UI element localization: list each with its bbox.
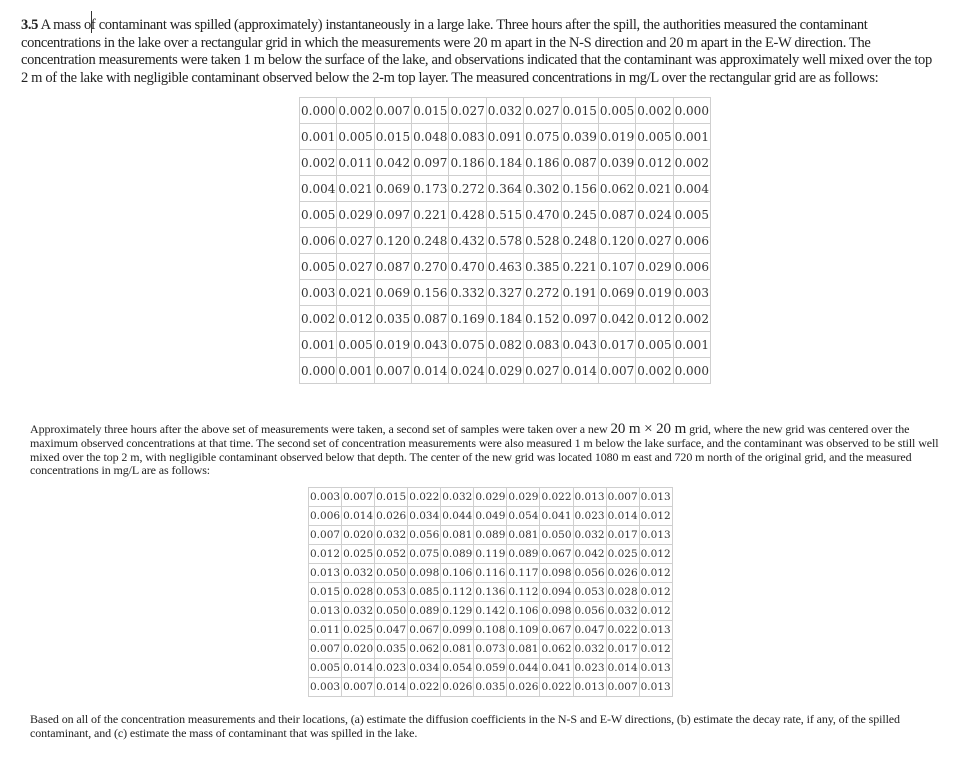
table-cell: 0.089 <box>474 526 507 545</box>
table-cell: 0.221 <box>561 254 598 280</box>
table-cell: 0.005 <box>337 124 374 150</box>
table-cell: 0.039 <box>598 150 635 176</box>
table-cell: 0.024 <box>636 202 673 228</box>
table-cell: 0.047 <box>573 621 606 640</box>
table-cell: 0.109 <box>507 621 540 640</box>
table-cell: 0.067 <box>540 621 573 640</box>
table-cell: 0.106 <box>507 602 540 621</box>
table-row <box>309 659 673 678</box>
table-cell: 0.089 <box>408 602 441 621</box>
table-cell: 0.026 <box>507 678 540 697</box>
table-cell: 0.062 <box>540 640 573 659</box>
table-cell: 0.098 <box>540 564 573 583</box>
table-cell: 0.054 <box>441 659 474 678</box>
table-cell: 0.116 <box>474 564 507 583</box>
table-cell: 0.248 <box>561 228 598 254</box>
table-cell: 0.007 <box>606 488 639 507</box>
table-cell: 0.245 <box>561 202 598 228</box>
table-cell: 0.067 <box>408 621 441 640</box>
table-cell: 0.098 <box>540 602 573 621</box>
table-cell: 0.014 <box>606 659 639 678</box>
table-cell: 0.002 <box>337 98 374 124</box>
table-cell: 0.035 <box>474 678 507 697</box>
table-cell: 0.012 <box>639 545 672 564</box>
table-cell: 0.013 <box>639 678 672 697</box>
table-cell: 0.001 <box>673 332 710 358</box>
table-cell: 0.053 <box>573 583 606 602</box>
table-cell: 0.000 <box>673 358 710 384</box>
table-cell: 0.005 <box>636 332 673 358</box>
table-cell: 0.011 <box>337 150 374 176</box>
table-cell: 0.028 <box>606 583 639 602</box>
question-paragraph: Based on all of the concentration measurements and their locations, (a) estimate the diffusion coefficients in the N-S and E-W directions, (b) estimate the decay rate, if any, of the spilled contaminant, and (c) estimate the mass of contaminant that was spilled in the lake. <box>30 712 900 740</box>
table-cell: 0.006 <box>673 228 710 254</box>
table-cell: 0.083 <box>524 332 561 358</box>
table-row <box>300 124 711 150</box>
table-cell: 0.054 <box>507 507 540 526</box>
table-cell: 0.035 <box>374 306 411 332</box>
table-cell: 0.023 <box>375 659 408 678</box>
table-cell: 0.032 <box>486 98 523 124</box>
table-cell: 0.005 <box>300 202 337 228</box>
table-cell: 0.075 <box>449 332 486 358</box>
table-cell: 0.099 <box>441 621 474 640</box>
table-cell: 0.007 <box>598 358 635 384</box>
table-cell: 0.091 <box>486 124 523 150</box>
table-cell: 0.059 <box>474 659 507 678</box>
table-cell: 0.032 <box>342 602 375 621</box>
table-cell: 0.062 <box>408 640 441 659</box>
table-cell: 0.032 <box>342 564 375 583</box>
table-cell: 0.012 <box>337 306 374 332</box>
table-cell: 0.012 <box>309 545 342 564</box>
table-row <box>309 507 673 526</box>
table-cell: 0.014 <box>561 358 598 384</box>
table-cell: 0.014 <box>606 507 639 526</box>
table-cell: 0.032 <box>375 526 408 545</box>
table-cell: 0.081 <box>507 640 540 659</box>
table-row <box>300 176 711 202</box>
table-cell: 0.012 <box>639 564 672 583</box>
second-grid-size: 20 m × 20 m <box>610 421 687 437</box>
table-cell: 0.087 <box>374 254 411 280</box>
table-cell: 0.001 <box>673 124 710 150</box>
second-text-part-a: Approximately three hours after the above set of measurements were taken, a second set of samples were taken over a new <box>30 422 608 436</box>
table-cell: 0.470 <box>524 202 561 228</box>
table-cell: 0.013 <box>573 678 606 697</box>
table-cell: 0.302 <box>524 176 561 202</box>
second-measurement-paragraph <box>30 423 942 478</box>
table-cell: 0.463 <box>486 254 523 280</box>
table-cell: 0.034 <box>408 507 441 526</box>
table-cell: 0.014 <box>342 507 375 526</box>
table-cell: 0.136 <box>474 583 507 602</box>
table-cell: 0.013 <box>639 488 672 507</box>
table-row <box>309 488 673 507</box>
table-cell: 0.528 <box>524 228 561 254</box>
table-cell: 0.050 <box>375 602 408 621</box>
table-cell: 0.023 <box>573 659 606 678</box>
table-cell: 0.013 <box>639 621 672 640</box>
table-cell: 0.087 <box>561 150 598 176</box>
table-cell: 0.428 <box>449 202 486 228</box>
table-cell: 0.011 <box>309 621 342 640</box>
table-cell: 0.106 <box>441 564 474 583</box>
second-concentration-table <box>308 487 673 697</box>
table-cell: 0.097 <box>561 306 598 332</box>
table-cell: 0.027 <box>524 98 561 124</box>
table-cell: 0.013 <box>309 602 342 621</box>
table-cell: 0.049 <box>474 507 507 526</box>
table-cell: 0.027 <box>449 98 486 124</box>
table-cell: 0.120 <box>598 228 635 254</box>
table-row <box>300 358 711 384</box>
table-row <box>309 545 673 564</box>
table-cell: 0.001 <box>300 124 337 150</box>
table-cell: 0.156 <box>412 280 449 306</box>
table-cell: 0.075 <box>524 124 561 150</box>
table-cell: 0.003 <box>300 280 337 306</box>
table-cell: 0.053 <box>375 583 408 602</box>
table-cell: 0.112 <box>507 583 540 602</box>
table-cell: 0.056 <box>408 526 441 545</box>
table-cell: 0.029 <box>474 488 507 507</box>
table-cell: 0.028 <box>342 583 375 602</box>
table-cell: 0.020 <box>342 640 375 659</box>
table-cell: 0.002 <box>300 306 337 332</box>
table-cell: 0.003 <box>673 280 710 306</box>
table-cell: 0.035 <box>375 640 408 659</box>
table-cell: 0.186 <box>449 150 486 176</box>
table-cell: 0.007 <box>606 678 639 697</box>
table-cell: 0.069 <box>374 280 411 306</box>
table-row <box>300 254 711 280</box>
table-cell: 0.069 <box>374 176 411 202</box>
table-cell: 0.026 <box>441 678 474 697</box>
table-cell: 0.014 <box>412 358 449 384</box>
table-cell: 0.005 <box>300 254 337 280</box>
table-cell: 0.015 <box>374 124 411 150</box>
table-row <box>300 280 711 306</box>
table-cell: 0.006 <box>673 254 710 280</box>
table-cell: 0.027 <box>337 254 374 280</box>
table-cell: 0.005 <box>673 202 710 228</box>
problem-number: 3.5 <box>21 17 39 33</box>
table-row <box>309 602 673 621</box>
table-cell: 0.021 <box>337 280 374 306</box>
table-cell: 0.025 <box>606 545 639 564</box>
table-cell: 0.056 <box>573 564 606 583</box>
table-row <box>300 306 711 332</box>
table-cell: 0.119 <box>474 545 507 564</box>
table-cell: 0.075 <box>408 545 441 564</box>
table-row <box>309 526 673 545</box>
table-cell: 0.186 <box>524 150 561 176</box>
table-cell: 0.156 <box>561 176 598 202</box>
table-cell: 0.142 <box>474 602 507 621</box>
table-cell: 0.013 <box>573 488 606 507</box>
table-cell: 0.470 <box>449 254 486 280</box>
table-row <box>300 98 711 124</box>
table-row <box>309 621 673 640</box>
table-cell: 0.013 <box>309 564 342 583</box>
table-cell: 0.082 <box>486 332 523 358</box>
table-cell: 0.015 <box>375 488 408 507</box>
table-cell: 0.013 <box>639 526 672 545</box>
table-cell: 0.044 <box>507 659 540 678</box>
table-cell: 0.015 <box>561 98 598 124</box>
table-cell: 0.007 <box>374 98 411 124</box>
table-cell: 0.048 <box>412 124 449 150</box>
table-cell: 0.012 <box>639 640 672 659</box>
table-cell: 0.364 <box>486 176 523 202</box>
table-cell: 0.029 <box>636 254 673 280</box>
table-cell: 0.052 <box>375 545 408 564</box>
table-cell: 0.012 <box>636 306 673 332</box>
table-cell: 0.017 <box>606 526 639 545</box>
table-cell: 0.112 <box>441 583 474 602</box>
table-row <box>300 228 711 254</box>
table-row <box>309 583 673 602</box>
table-cell: 0.007 <box>309 640 342 659</box>
table-cell: 0.191 <box>561 280 598 306</box>
table-cell: 0.062 <box>598 176 635 202</box>
table-cell: 0.034 <box>408 659 441 678</box>
table-cell: 0.025 <box>342 545 375 564</box>
table-cell: 0.044 <box>441 507 474 526</box>
table-cell: 0.094 <box>540 583 573 602</box>
table-cell: 0.014 <box>375 678 408 697</box>
table-cell: 0.032 <box>441 488 474 507</box>
table-cell: 0.026 <box>606 564 639 583</box>
table-cell: 0.012 <box>639 583 672 602</box>
table-cell: 0.184 <box>486 306 523 332</box>
table-cell: 0.039 <box>561 124 598 150</box>
table-cell: 0.019 <box>374 332 411 358</box>
table-cell: 0.073 <box>474 640 507 659</box>
table-cell: 0.006 <box>309 507 342 526</box>
table-cell: 0.042 <box>374 150 411 176</box>
table-cell: 0.515 <box>486 202 523 228</box>
table-cell: 0.005 <box>636 124 673 150</box>
table-cell: 0.047 <box>375 621 408 640</box>
table-cell: 0.017 <box>606 640 639 659</box>
table-cell: 0.083 <box>449 124 486 150</box>
table-cell: 0.014 <box>342 659 375 678</box>
table-cell: 0.000 <box>673 98 710 124</box>
table-cell: 0.001 <box>337 358 374 384</box>
table-cell: 0.000 <box>300 98 337 124</box>
table-cell: 0.129 <box>441 602 474 621</box>
table-cell: 0.578 <box>486 228 523 254</box>
table-cell: 0.032 <box>606 602 639 621</box>
second-text-part-b: grid, where the new grid was centered over the maximum observed concentrations at that time. The second set of concentration measurements were also measured 1 m below the lake surface, and the contaminant was observed to be still well mixed over the top 2 m, with negligible contaminant observed below that depth. The center of the new grid was located 1080 m east and 720 m north of the original grid, and the measured concentrations in mg/L are as follows: <box>30 422 939 478</box>
table-row <box>300 202 711 228</box>
table-cell: 0.021 <box>337 176 374 202</box>
table-cell: 0.173 <box>412 176 449 202</box>
table-cell: 0.004 <box>673 176 710 202</box>
table-cell: 0.081 <box>441 526 474 545</box>
table-cell: 0.022 <box>540 678 573 697</box>
table-cell: 0.003 <box>309 488 342 507</box>
table-cell: 0.041 <box>540 659 573 678</box>
table-cell: 0.056 <box>573 602 606 621</box>
table-cell: 0.069 <box>598 280 635 306</box>
table-cell: 0.032 <box>573 640 606 659</box>
table-cell: 0.003 <box>309 678 342 697</box>
table-cell: 0.025 <box>342 621 375 640</box>
table-cell: 0.002 <box>673 150 710 176</box>
table-cell: 0.041 <box>540 507 573 526</box>
first-concentration-table <box>299 97 711 384</box>
table-cell: 0.120 <box>374 228 411 254</box>
table-cell: 0.089 <box>441 545 474 564</box>
table-cell: 0.087 <box>412 306 449 332</box>
table-cell: 0.272 <box>524 280 561 306</box>
table-cell: 0.117 <box>507 564 540 583</box>
table-cell: 0.024 <box>449 358 486 384</box>
table-cell: 0.020 <box>342 526 375 545</box>
table-cell: 0.248 <box>412 228 449 254</box>
table-cell: 0.098 <box>408 564 441 583</box>
table-cell: 0.050 <box>540 526 573 545</box>
table-cell: 0.007 <box>309 526 342 545</box>
table-cell: 0.029 <box>337 202 374 228</box>
table-cell: 0.027 <box>524 358 561 384</box>
table-cell: 0.027 <box>337 228 374 254</box>
table-cell: 0.015 <box>412 98 449 124</box>
problem-intro-text: A mass of contaminant was spilled (approximately) instantaneously in a large lake. Three hours after the spill, the authorities measured the contaminant concentrations in the lake over a rectangular grid in which the measurements were 20 m apart in the N-S direction and 20 m apart in the E-W direction. The concentration measurements were taken 1 m below the surface of the lake, and observations indicated that the contaminant was approximately well mixed over the top 2 m of the lake with negligible contaminant observed below the 2-m top layer. The measured concentrations in mg/L over the rectangular grid are as follows: <box>21 17 932 86</box>
table-cell: 0.019 <box>598 124 635 150</box>
table-cell: 0.015 <box>309 583 342 602</box>
table-row <box>309 564 673 583</box>
table-cell: 0.152 <box>524 306 561 332</box>
table-cell: 0.006 <box>300 228 337 254</box>
table-cell: 0.007 <box>374 358 411 384</box>
table-cell: 0.089 <box>507 545 540 564</box>
table-cell: 0.097 <box>374 202 411 228</box>
table-row <box>309 678 673 697</box>
table-cell: 0.087 <box>598 202 635 228</box>
table-row <box>309 640 673 659</box>
table-cell: 0.332 <box>449 280 486 306</box>
table-cell: 0.005 <box>598 98 635 124</box>
table-cell: 0.012 <box>639 507 672 526</box>
table-cell: 0.012 <box>639 602 672 621</box>
table-cell: 0.042 <box>573 545 606 564</box>
table-cell: 0.067 <box>540 545 573 564</box>
table-cell: 0.002 <box>673 306 710 332</box>
table-cell: 0.022 <box>540 488 573 507</box>
table-cell: 0.327 <box>486 280 523 306</box>
table-cell: 0.019 <box>636 280 673 306</box>
table-cell: 0.007 <box>342 678 375 697</box>
table-cell: 0.043 <box>412 332 449 358</box>
table-cell: 0.221 <box>412 202 449 228</box>
table-cell: 0.043 <box>561 332 598 358</box>
table-cell: 0.107 <box>598 254 635 280</box>
table-cell: 0.032 <box>573 526 606 545</box>
table-cell: 0.027 <box>636 228 673 254</box>
table-cell: 0.022 <box>408 678 441 697</box>
table-cell: 0.005 <box>337 332 374 358</box>
table-cell: 0.013 <box>639 659 672 678</box>
table-cell: 0.002 <box>636 98 673 124</box>
table-cell: 0.108 <box>474 621 507 640</box>
table-cell: 0.050 <box>375 564 408 583</box>
table-cell: 0.004 <box>300 176 337 202</box>
table-cell: 0.029 <box>486 358 523 384</box>
table-cell: 0.005 <box>309 659 342 678</box>
table-cell: 0.001 <box>300 332 337 358</box>
table-cell: 0.029 <box>507 488 540 507</box>
table-cell: 0.081 <box>507 526 540 545</box>
table-row <box>300 150 711 176</box>
table-cell: 0.097 <box>412 150 449 176</box>
table-cell: 0.023 <box>573 507 606 526</box>
table-cell: 0.432 <box>449 228 486 254</box>
table-cell: 0.002 <box>636 358 673 384</box>
table-cell: 0.085 <box>408 583 441 602</box>
table-cell: 0.021 <box>636 176 673 202</box>
table-cell: 0.007 <box>342 488 375 507</box>
table-cell: 0.022 <box>408 488 441 507</box>
table-cell: 0.000 <box>300 358 337 384</box>
table-row <box>300 332 711 358</box>
table-cell: 0.272 <box>449 176 486 202</box>
table-cell: 0.042 <box>598 306 635 332</box>
table-cell: 0.385 <box>524 254 561 280</box>
table-cell: 0.012 <box>636 150 673 176</box>
table-cell: 0.184 <box>486 150 523 176</box>
problem-intro-paragraph <box>21 17 936 87</box>
table-cell: 0.270 <box>412 254 449 280</box>
table-cell: 0.002 <box>300 150 337 176</box>
table-cell: 0.081 <box>441 640 474 659</box>
table-cell: 0.022 <box>606 621 639 640</box>
table-cell: 0.026 <box>375 507 408 526</box>
table-cell: 0.017 <box>598 332 635 358</box>
table-cell: 0.169 <box>449 306 486 332</box>
